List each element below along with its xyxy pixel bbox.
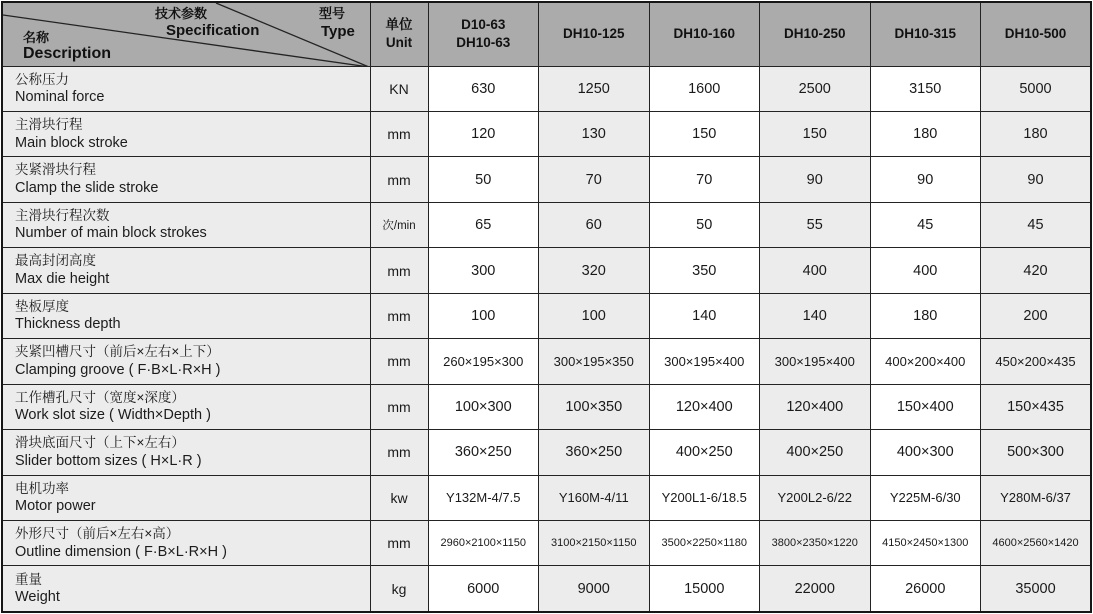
value-cell: 2500 [760,66,871,111]
table-row [2,430,1091,475]
corner-diagonal-cell [3,3,370,66]
value-cell: 3800×2350×1220 [760,521,871,566]
value-cell: 300×195×350 [539,339,650,384]
value-cell: 120 [428,111,539,156]
value-cell: Y200L1-6/18.5 [649,475,760,520]
model-name: DH10-160 [673,26,736,42]
row-label-en: Weight [15,589,60,606]
unit-column-header [370,2,428,66]
corner-spec-en: Specification [166,22,260,39]
value-cell: 120×400 [649,384,760,429]
table-row [2,248,1091,293]
row-unit-cell: mm [370,430,428,475]
model-name: DH10-125 [562,26,625,42]
value-cell: Y225M-6/30 [870,475,981,520]
table-row [2,111,1091,156]
value-cell: 150 [760,111,871,156]
row-label-cell [2,111,370,156]
value-cell: 22000 [760,566,871,612]
value-cell: 3100×2150×1150 [539,521,650,566]
row-unit-cell: mm [370,521,428,566]
value-cell: 70 [649,157,760,202]
model-name: DH10-250 [783,26,846,42]
value-cell: 55 [760,202,871,247]
table-header [2,2,1091,66]
value-cell: 90 [981,157,1092,202]
row-unit-cell: kw [370,475,428,520]
value-cell: 100×300 [428,384,539,429]
row-label-en: Nominal force [15,89,105,106]
row-label-en: Number of main block strokes [15,225,207,242]
row-label-cell [2,430,370,475]
row-label-cell [2,566,370,612]
row-label-zh: 重量 [15,571,42,587]
model-name: D10-63 [461,17,506,33]
table-row [2,475,1091,520]
value-cell: 2960×2100×1150 [428,521,539,566]
value-cell: 400 [870,248,981,293]
value-cell: 300×195×400 [649,339,760,384]
row-label-cell [2,248,370,293]
row-label-en: Slider bottom sizes ( H×L·R ) [15,452,202,469]
row-label-zh: 垫板厚度 [15,298,69,314]
row-unit-cell: mm [370,157,428,202]
value-cell: 4150×2450×1300 [870,521,981,566]
value-cell: Y132M-4/7.5 [428,475,539,520]
row-label-en: Work slot size ( Width×Depth ) [15,407,211,424]
row-label-cell [2,384,370,429]
value-cell: 100 [539,293,650,338]
value-cell: 360×250 [539,430,650,475]
value-cell: 3500×2250×1180 [649,521,760,566]
value-cell: 50 [649,202,760,247]
value-cell: 15000 [649,566,760,612]
row-label-en: Clamping groove ( F·B×L·R×H ) [15,361,221,378]
corner-type-en: Type [321,23,355,40]
model-header-1 [428,2,539,66]
value-cell: 400×250 [760,430,871,475]
row-label-zh: 最高封闭高度 [15,253,96,269]
row-label-zh: 电机功率 [15,480,69,496]
row-label-cell [2,293,370,338]
value-cell: 100×350 [539,384,650,429]
row-label-zh: 外形尺寸（前后×左右×高） [15,526,180,542]
value-cell: 100 [428,293,539,338]
spec-table-container [1,1,1092,613]
value-cell: 180 [981,111,1092,156]
value-cell: 90 [760,157,871,202]
row-label-en: Thickness depth [15,316,121,333]
value-cell: 500×300 [981,430,1092,475]
row-label-zh: 滑块底面尺寸（上下×左右） [15,435,185,451]
spec-table [1,1,1092,613]
row-label-zh: 公称压力 [15,71,69,87]
row-label-zh: 夹紧凹槽尺寸（前后×左右×上下） [15,344,220,360]
corner-spec-zh: 技术参数 [154,6,207,21]
value-cell: 1250 [539,66,650,111]
row-unit-cell: kg [370,566,428,612]
value-cell: 70 [539,157,650,202]
row-label-zh: 主滑块行程次数 [15,207,110,223]
value-cell: 630 [428,66,539,111]
row-label-en: Max die height [15,270,110,287]
value-cell: 6000 [428,566,539,612]
row-label-cell [2,66,370,111]
table-row [2,566,1091,612]
value-cell: 90 [870,157,981,202]
row-unit-cell: mm [370,248,428,293]
row-unit-cell: 次/min [370,202,428,247]
value-cell: 45 [981,202,1092,247]
value-cell: 350 [649,248,760,293]
model-header-3 [649,2,760,66]
value-cell: 140 [760,293,871,338]
value-cell: Y280M-6/37 [981,475,1092,520]
table-row [2,66,1091,111]
value-cell: 260×195×300 [428,339,539,384]
row-unit-cell: mm [370,384,428,429]
value-cell: 120×400 [760,384,871,429]
row-label-en: Clamp the slide stroke [15,179,159,196]
row-label-en: Main block stroke [15,134,128,151]
model-name: DH10-63 [456,35,511,51]
row-label-cell [2,475,370,520]
row-unit-cell: mm [370,293,428,338]
model-name: DH10-315 [894,26,957,42]
row-label-en: Outline dimension ( F·B×L·R×H ) [15,543,227,560]
value-cell: 320 [539,248,650,293]
model-header-5 [870,2,981,66]
value-cell: 65 [428,202,539,247]
value-cell: 3150 [870,66,981,111]
value-cell: 400×200×400 [870,339,981,384]
value-cell: 180 [870,293,981,338]
row-unit-cell: KN [370,66,428,111]
row-unit-cell: mm [370,111,428,156]
value-cell: 140 [649,293,760,338]
row-label-zh: 夹紧滑块行程 [15,162,96,178]
spec-table-body [2,66,1091,612]
value-cell: 130 [539,111,650,156]
value-cell: 300 [428,248,539,293]
value-cell: 50 [428,157,539,202]
unit-header-zh: 单位 [385,17,413,33]
value-cell: 26000 [870,566,981,612]
corner-name-en: Description [23,45,112,62]
value-cell: 360×250 [428,430,539,475]
value-cell: 60 [539,202,650,247]
row-label-cell [2,202,370,247]
row-unit-cell: mm [370,339,428,384]
row-label-en: Motor power [15,498,96,515]
corner-header-cell [2,2,370,66]
table-row [2,521,1091,566]
row-label-cell [2,157,370,202]
model-name: DH10-500 [1004,26,1067,42]
unit-header-en: Unit [385,35,413,51]
model-header-2 [539,2,650,66]
corner-name-zh: 名称 [23,30,50,45]
value-cell: 150 [649,111,760,156]
value-cell: 400×250 [649,430,760,475]
row-label-zh: 工作槽孔尺寸（宽度×深度） [15,389,185,405]
value-cell: 180 [870,111,981,156]
value-cell: 1600 [649,66,760,111]
value-cell: 300×195×400 [760,339,871,384]
table-row [2,293,1091,338]
value-cell: Y160M-4/11 [539,475,650,520]
value-cell: 150×435 [981,384,1092,429]
value-cell: 450×200×435 [981,339,1092,384]
value-cell: 150×400 [870,384,981,429]
value-cell: 9000 [539,566,650,612]
table-row [2,202,1091,247]
model-header-4 [760,2,871,66]
table-row [2,384,1091,429]
value-cell: 200 [981,293,1092,338]
row-label-zh: 主滑块行程 [15,116,83,132]
table-row [2,339,1091,384]
table-row [2,157,1091,202]
header-row [2,2,1091,66]
value-cell: 5000 [981,66,1092,111]
value-cell: 4600×2560×1420 [981,521,1092,566]
value-cell: 420 [981,248,1092,293]
model-header-6 [981,2,1092,66]
value-cell: 45 [870,202,981,247]
row-label-cell [2,521,370,566]
value-cell: 400×300 [870,430,981,475]
value-cell: 35000 [981,566,1092,612]
corner-type-zh: 型号 [319,6,346,21]
value-cell: Y200L2-6/22 [760,475,871,520]
value-cell: 400 [760,248,871,293]
row-label-cell [2,339,370,384]
